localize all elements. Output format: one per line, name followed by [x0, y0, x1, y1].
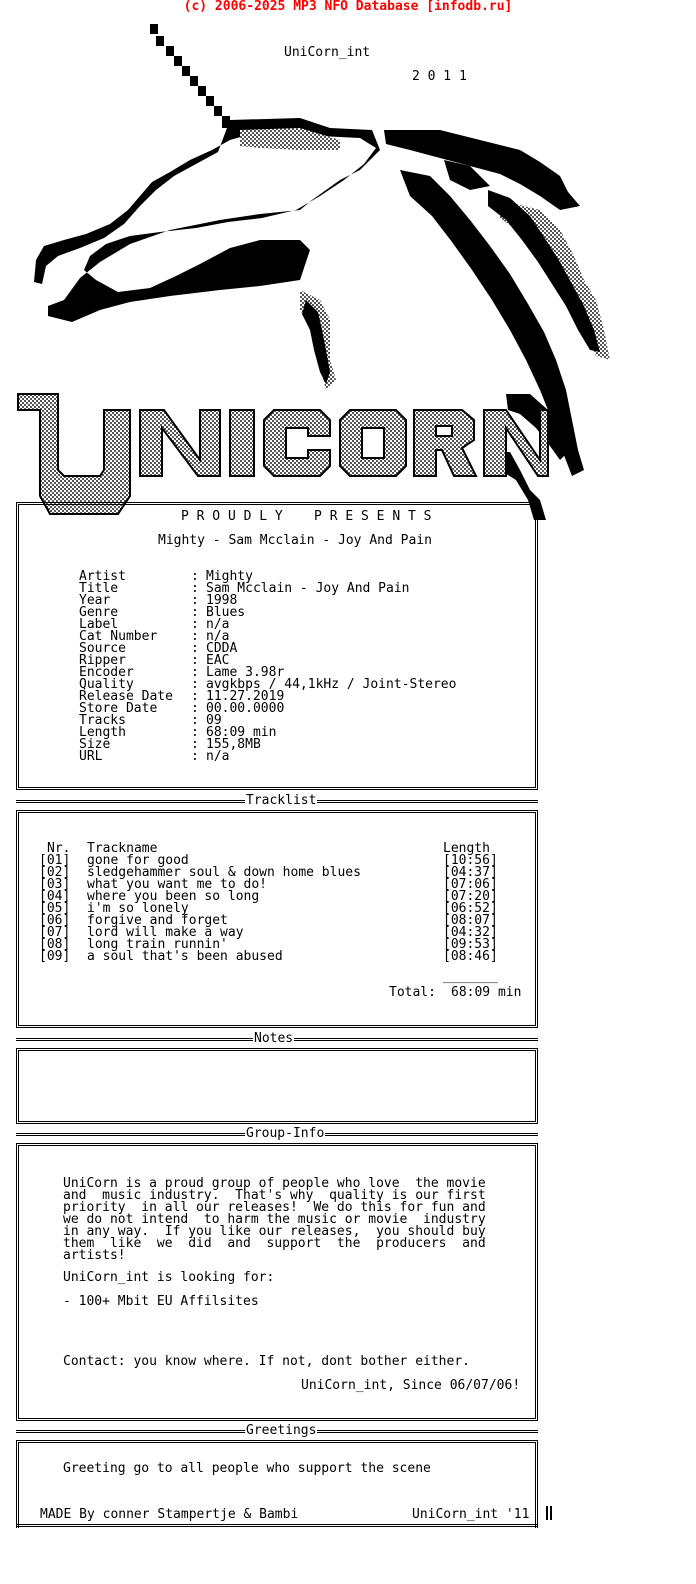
track-length: [08:07]: [443, 913, 498, 928]
release-field-label: Store Date: [79, 701, 158, 716]
group-info-line: we do not intend to harm the music or movie industry: [63, 1212, 486, 1227]
total-rule: _______: [443, 969, 498, 984]
track-length: [04:37]: [443, 865, 498, 880]
release-field-colon: :: [191, 641, 199, 656]
group-info-box: [16, 1143, 538, 1421]
track-name: gone for good: [87, 853, 189, 868]
track-name: a soul that's been abused: [87, 949, 283, 964]
track-name: sledgehammer soul & down home blues: [87, 865, 361, 880]
release-field-label: Length: [79, 725, 126, 740]
track-number: [01]: [39, 853, 71, 868]
group-info-line: in any way. If you like our releases, you should buy: [63, 1224, 486, 1239]
track-number: [02]: [39, 865, 71, 880]
release-field-value: 155,8MB: [206, 737, 261, 752]
release-field-colon: :: [191, 569, 199, 584]
release-field-value: avgkbps / 44,1kHz / Joint-Stereo: [206, 677, 457, 692]
track-length: [09:53]: [443, 937, 498, 952]
release-field-label: URL: [79, 749, 103, 764]
release-field-colon: :: [191, 689, 199, 704]
release-field-label: Year: [79, 593, 111, 608]
release-field-label: Encoder: [79, 665, 134, 680]
release-field-value: 09: [206, 713, 222, 728]
track-name: i'm so lonely: [87, 901, 189, 916]
track-number: [08]: [39, 937, 71, 952]
track-number: [06]: [39, 913, 71, 928]
release-field-value: 1998: [206, 593, 238, 608]
release-field-value: Sam Mcclain - Joy And Pain: [206, 581, 410, 596]
release-field-label: Label: [79, 617, 119, 632]
notes-box: [16, 1048, 538, 1124]
greetings-box-bottom: [16, 1524, 538, 1527]
contact-line: Contact: you know where. If not, dont bother either.: [63, 1354, 470, 1369]
unicorn-logo-art: [0, 0, 696, 530]
release-field-label: Ripper: [79, 653, 126, 668]
total-value: 68:09 min: [451, 985, 522, 1000]
notes-section-label: Notes: [254, 1031, 294, 1046]
track-length: [07:20]: [443, 889, 498, 904]
logo-year: 2 0 1 1: [412, 69, 467, 84]
footer-end-bar: [546, 1506, 552, 1520]
col-length-header: Length: [443, 841, 490, 856]
release-field-label: Tracks: [79, 713, 126, 728]
track-name: lord will make a way: [87, 925, 244, 940]
release-field-colon: :: [191, 653, 199, 668]
release-field-label: Quality: [79, 677, 134, 692]
col-nr-header: Nr.: [47, 841, 71, 856]
site-header: (c) 2006-2025 MP3 NFO Database [infodb.ru]: [183, 0, 513, 14]
release-field-value: CDDA: [206, 641, 238, 656]
greetings-text: Greeting go to all people who support the scene: [63, 1461, 431, 1476]
looking-for: UniCorn_int is looking for:: [63, 1270, 275, 1285]
greetings-section-label: Greetings: [246, 1423, 317, 1438]
release-headline: Mighty - Sam Mcclain - Joy And Pain: [158, 533, 432, 548]
logo-group-name: UniCorn_int: [284, 45, 371, 60]
release-field-colon: :: [191, 605, 199, 620]
since-line: UniCorn_int, Since 06/07/06!: [301, 1378, 521, 1393]
track-length: [04:32]: [443, 925, 498, 940]
release-field-label: Cat Number: [79, 629, 158, 644]
group-info-line: and music industry. That's why quality is our first: [63, 1188, 486, 1203]
group-info-line: artists!: [63, 1248, 126, 1263]
release-field-value: 00.00.0000: [206, 701, 285, 716]
track-length: [07:06]: [443, 877, 498, 892]
col-name-header: Trackname: [87, 841, 158, 856]
track-number: [03]: [39, 877, 71, 892]
release-field-value: 11.27.2019: [206, 689, 285, 704]
tracklist-box: [16, 810, 538, 1028]
group-info-line: them like we did and support the producers and: [63, 1236, 486, 1251]
release-field-label: Release Date: [79, 689, 173, 704]
track-number: [09]: [39, 949, 71, 964]
release-info-box: [16, 502, 538, 790]
release-field-colon: :: [191, 677, 199, 692]
release-field-colon: :: [191, 737, 199, 752]
release-field-colon: :: [191, 725, 199, 740]
proudly-presents: P R O U D L Y P R E S E N T S: [181, 509, 432, 524]
footer-tag: UniCorn_int '11: [412, 1507, 530, 1522]
release-field-colon: :: [191, 749, 199, 764]
release-field-value: n/a: [206, 617, 230, 632]
release-field-label: Artist: [79, 569, 126, 584]
track-name: forgive and forget: [87, 913, 228, 928]
release-field-label: Title: [79, 581, 119, 596]
total-label: Total:: [389, 985, 436, 1000]
release-field-colon: :: [191, 665, 199, 680]
track-number: [05]: [39, 901, 71, 916]
track-name: where you been so long: [87, 889, 260, 904]
group-info-section-label: Group-Info: [246, 1126, 325, 1141]
release-field-value: n/a: [206, 629, 230, 644]
release-field-label: Source: [79, 641, 126, 656]
track-number: [04]: [39, 889, 71, 904]
made-by: MADE By conner Stampertje & Bambi: [40, 1507, 299, 1522]
release-field-value: EAC: [206, 653, 230, 668]
release-field-colon: :: [191, 713, 199, 728]
affil-sites: - 100+ Mbit EU Affilsites: [63, 1294, 259, 1309]
release-field-value: Mighty: [206, 569, 253, 584]
release-field-colon: :: [191, 581, 199, 596]
group-info-line: UniCorn is a proud group of people who love the movie: [63, 1176, 486, 1191]
track-name: what you want me to do!: [87, 877, 268, 892]
release-field-value: Blues: [206, 605, 246, 620]
track-length: [08:46]: [443, 949, 498, 964]
tracklist-section-label: Tracklist: [246, 793, 317, 808]
release-field-colon: :: [191, 629, 199, 644]
release-field-label: Size: [79, 737, 111, 752]
track-length: [10:56]: [443, 853, 498, 868]
release-field-value: 68:09 min: [206, 725, 277, 740]
track-number: [07]: [39, 925, 71, 940]
track-name: long train runnin': [87, 937, 228, 952]
release-field-colon: :: [191, 617, 199, 632]
release-field-colon: :: [191, 701, 199, 716]
release-field-value: n/a: [206, 749, 230, 764]
track-length: [06:52]: [443, 901, 498, 916]
release-field-value: Lame 3.98r: [206, 665, 285, 680]
release-field-label: Genre: [79, 605, 119, 620]
release-field-colon: :: [191, 593, 199, 608]
group-info-line: priority in all our releases! We do this for fun and: [63, 1200, 486, 1215]
